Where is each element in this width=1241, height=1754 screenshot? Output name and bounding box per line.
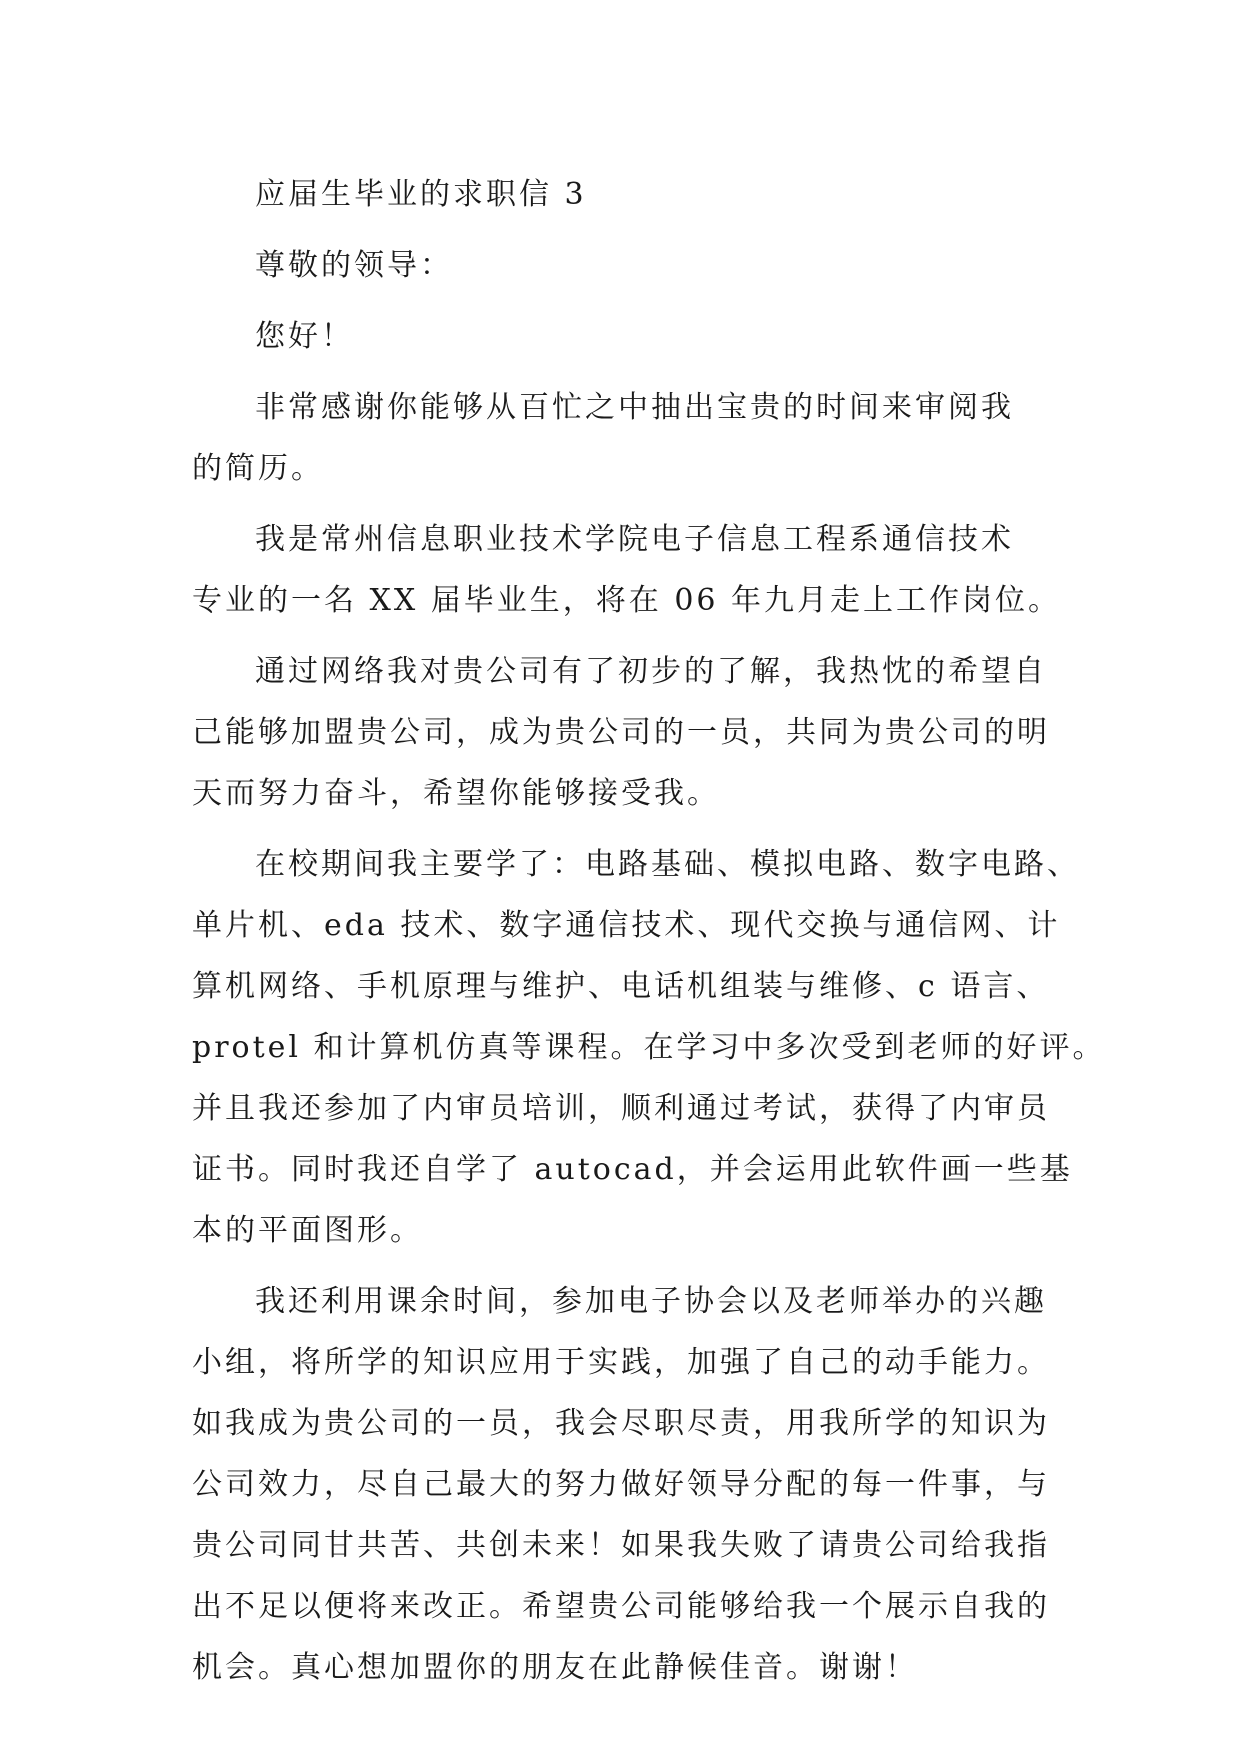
paragraph-line: 如我成为贵公司的一员，我会尽职尽责，用我所学的知识为	[192, 1406, 1050, 1441]
letter-body	[192, 164, 1106, 1698]
paragraph-line: 证书。同时我还自学了 autocad，并会运用此软件画一些基	[192, 1152, 1073, 1187]
letter-salutation: 尊敬的领导：	[255, 248, 453, 283]
paragraph-line: 己能够加盟贵公司，成为贵公司的一员，共同为贵公司的明	[192, 715, 1050, 750]
paragraph-line: 非常感谢你能够从百忙之中抽出宝贵的时间来审阅我	[255, 390, 1014, 425]
paragraph-line: 我是常州信息职业技术学院电子信息工程系通信技术	[255, 522, 1014, 557]
paragraph-line: 并且我还参加了内审员培训，顺利通过考试，获得了内审员	[192, 1091, 1050, 1126]
paragraph-line: 的简历。	[192, 451, 324, 486]
letter-title: 应届生毕业的求职信 3	[255, 177, 587, 212]
paragraph-line: 出不足以便将来改正。希望贵公司能够给我一个展示自我的	[192, 1589, 1050, 1624]
letter-greeting: 您好！	[255, 319, 354, 354]
paragraph	[192, 509, 1072, 631]
paragraph-line: 本的平面图形。	[192, 1213, 423, 1248]
paragraph-line: 小组，将所学的知识应用于实践，加强了自己的动手能力。	[192, 1345, 1050, 1380]
paragraph	[192, 1271, 1072, 1698]
paragraph-line: 贵公司同甘共苦、共创未来！如果我失败了请贵公司给我指	[192, 1528, 1050, 1563]
paragraph	[192, 834, 1106, 1261]
paragraph-line: protel 和计算机仿真等课程。在学习中多次受到老师的好评。	[192, 1030, 1106, 1065]
paragraph	[192, 641, 1072, 824]
paragraph-line: 单片机、eda 技术、数字通信技术、现代交换与通信网、计	[192, 908, 1061, 943]
paragraph-line: 我还利用课余时间，参加电子协会以及老师举办的兴趣	[255, 1284, 1047, 1319]
paragraph	[192, 377, 1072, 499]
paragraph-line: 天而努力奋斗，希望你能够接受我。	[192, 776, 720, 811]
paragraph-line: 算机网络、手机原理与维护、电话机组装与维修、c 语言、	[192, 969, 1050, 1004]
paragraph-line: 通过网络我对贵公司有了初步的了解，我热忱的希望自	[255, 654, 1047, 689]
paragraph-line: 在校期间我主要学了：电路基础、模拟电路、数字电路、	[255, 847, 1080, 882]
paragraph-line: 机会。真心想加盟你的朋友在此静候佳音。谢谢！	[192, 1650, 918, 1685]
paragraph-line: 公司效力，尽自己最大的努力做好领导分配的每一件事，与	[192, 1467, 1050, 1502]
paragraph-line: 专业的一名 XX 届毕业生，将在 06 年九月走上工作岗位。	[192, 583, 1062, 618]
